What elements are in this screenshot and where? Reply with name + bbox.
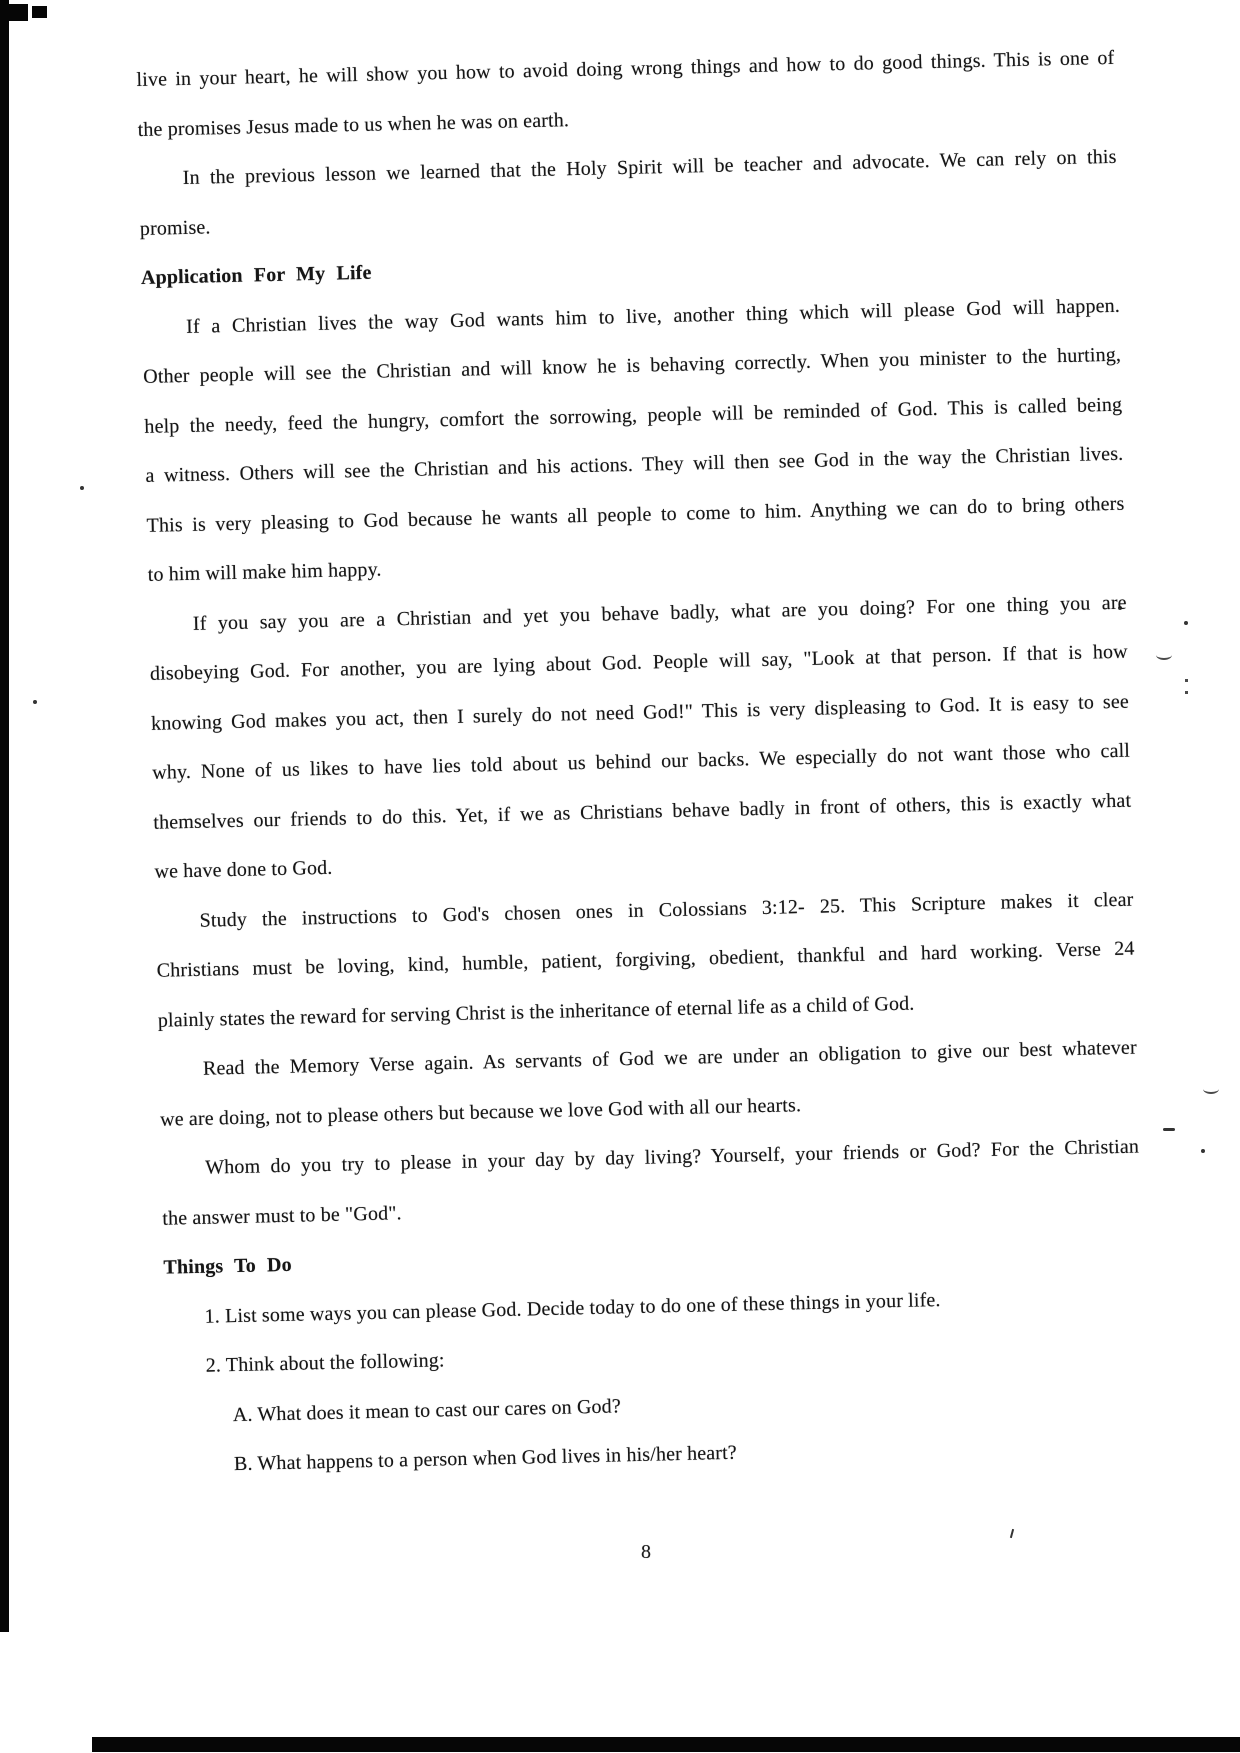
text-line: Other people will see the Christian and will know he is behaving correctly. When you minister to the hurting, [143,343,1122,388]
text-line: This is very pleasing to God because he wants all people to come to him. Anything we can do to bring others [146,492,1125,537]
text-line: the answer must to be "God". [162,1201,402,1230]
scan-speck [1184,621,1188,625]
scan-speck [80,486,84,490]
scan-speck [1185,679,1188,694]
text-line: knowing God makes you act, then I surely do not need God!" This is very displeasing to God. It is easy to see [150,690,1130,735]
text-line: a witness. Others will see the Christian and his actions. They will then see God in the way the Christian lives. [145,442,1124,487]
text-line: Read the Memory Verse again. As servants of God we are under an obligation to give our best whatever [202,1036,1138,1080]
text-line: Study the instructions to God's chosen ones in Colossians 3:12- 25. This Scripture makes it clear [199,888,1134,932]
scan-speck [1201,1149,1205,1153]
page-number: 8 [641,1541,651,1563]
text-line: to him will make him happy. [147,558,382,586]
scan-speck [1010,1529,1014,1538]
text-line: disobeying God. For another, you are lying about God. People will say, "Look at that person. If that is how [149,640,1129,685]
document-text-block [136,34,1146,1491]
text-line: Whom do you try to please in your day by day living? Yourself, your friends or God? For the Christian [204,1135,1140,1179]
text-line: In the previous lesson we learned that the Holy Spirit will be teacher and advocate. We can rely on this [182,145,1117,189]
scan-artifact-left-bar [0,0,9,1632]
text-line: live in your heart, he will show you how to avoid doing wrong things and how to do good things. This is one of [136,46,1115,91]
text-line: Christians must be loving, kind, humble, patient, forgiving, obedient, thankful and hard working. Verse 24 [156,937,1135,982]
scan-artifact-corner-blob [32,6,47,18]
text-line: If you say you are a Christian and yet you behave badly, what are you doing? For one thing you are [192,591,1127,635]
scan-speck [33,700,37,704]
scan-speck [1203,1084,1219,1094]
text-line: help the needy, feed the hungry, comfort the sorrowing, people will be reminded of God. This is called being [144,393,1123,438]
list-item: 2. Think about the following: [205,1349,445,1377]
list-item: 1. List some ways you can please God. Decide today to do one of these things in your life. [204,1288,941,1328]
text-line: plainly states the reward for serving Christ is the inheritance of eternal life as a child of God. [157,992,915,1032]
text-line: we have done to God. [154,856,333,883]
scan-artifact-corner-blob [4,4,28,21]
scan-speck [1163,1128,1175,1131]
text-line: promise. [139,215,211,240]
text-line: the promises Jesus made to us when he was on earth. [137,108,570,141]
scan-speck [1156,650,1172,660]
section-heading: Application For My Life [140,261,372,289]
text-line: If a Christian lives the way God wants him to live, another thing which will please God will happen. [185,294,1121,338]
scan-artifact-bottom-bar [92,1737,1240,1752]
text-line: why. None of us likes to have lies told about us behind our backs. We especially do not want those who call [152,739,1131,784]
text-line: themselves our friends to do this. Yet, if we as Christians behave badly in front of others, this is exactly what [153,789,1132,834]
list-item: B. What happens to a person when God lives in his/her heart? [233,1441,738,1476]
text-line: we are doing, not to please others but because we love God with all our hearts. [159,1093,802,1131]
list-item: A. What does it mean to cast our cares on God? [232,1394,622,1426]
section-heading: Things To Do [163,1253,293,1279]
